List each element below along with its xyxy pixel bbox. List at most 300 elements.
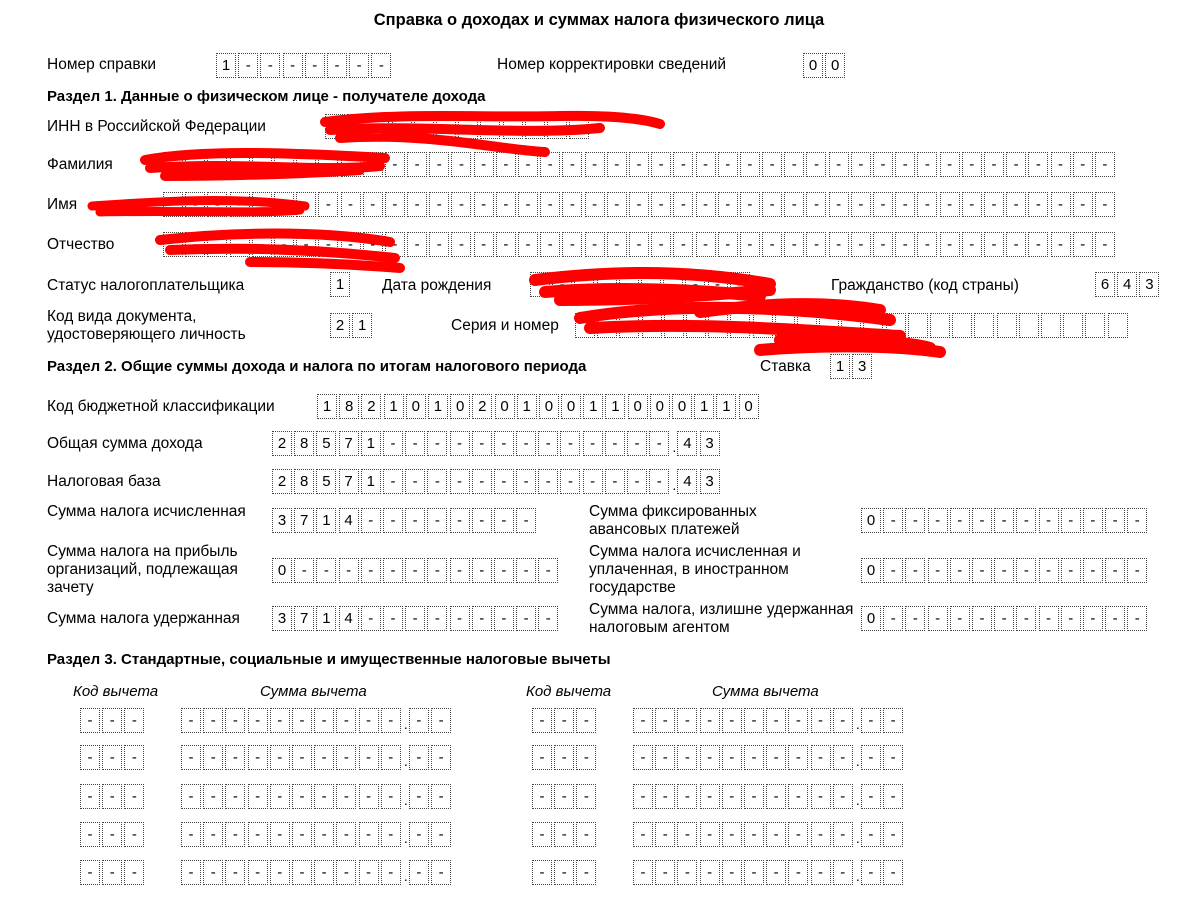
digit-cell[interactable] xyxy=(664,313,684,338)
digit-cell[interactable]: - xyxy=(629,232,649,257)
digit-cell[interactable]: - xyxy=(80,784,100,809)
digit-cell[interactable]: - xyxy=(336,708,356,733)
digit-cell[interactable]: - xyxy=(359,860,379,885)
digit-cell[interactable]: 0 xyxy=(825,53,845,78)
digit-cell[interactable]: - xyxy=(1061,508,1081,533)
digit-cell[interactable]: - xyxy=(540,232,560,257)
digit-cell[interactable]: - xyxy=(700,860,720,885)
digit-cell[interactable]: - xyxy=(655,822,675,847)
digit-cell[interactable]: - xyxy=(339,558,359,583)
digit-cell[interactable]: - xyxy=(532,708,552,733)
digit-cell[interactable] xyxy=(575,313,595,338)
digit-cell[interactable]: - xyxy=(627,431,647,456)
foreign-tax-cells[interactable] xyxy=(861,558,1149,583)
digit-cell[interactable]: - xyxy=(409,708,429,733)
digit-cell[interactable]: - xyxy=(494,431,514,456)
digit-cell[interactable]: - xyxy=(516,558,536,583)
digit-cell[interactable]: - xyxy=(314,860,334,885)
digit-cell[interactable]: 0 xyxy=(450,394,470,419)
digit-cell[interactable]: - xyxy=(383,606,403,631)
digit-cell[interactable]: 1 xyxy=(384,394,404,419)
digit-cell[interactable]: - xyxy=(405,558,425,583)
patronymic-cells[interactable] xyxy=(163,232,1117,257)
tax-calculated-cells[interactable] xyxy=(272,508,538,533)
digit-cell[interactable]: 1 xyxy=(583,394,603,419)
digit-cell[interactable] xyxy=(1085,313,1105,338)
digit-cell[interactable] xyxy=(547,114,567,139)
digit-cell[interactable]: - xyxy=(576,860,596,885)
deduction-sum-cells[interactable] xyxy=(633,745,905,770)
digit-cell[interactable] xyxy=(708,313,728,338)
digit-cell[interactable]: - xyxy=(633,860,653,885)
digit-cell[interactable]: - xyxy=(806,192,826,217)
digit-cell[interactable]: - xyxy=(532,860,552,885)
digit-cell[interactable]: - xyxy=(788,860,808,885)
digit-cell[interactable]: - xyxy=(562,232,582,257)
digit-cell[interactable]: - xyxy=(102,745,122,770)
digit-cell[interactable]: 2 xyxy=(272,431,292,456)
digit-cell[interactable] xyxy=(819,313,839,338)
digit-cell[interactable]: - xyxy=(917,232,937,257)
digit-cell[interactable]: - xyxy=(1051,232,1071,257)
digit-cell[interactable]: 1 xyxy=(316,508,336,533)
digit-cell[interactable]: - xyxy=(341,152,361,177)
digit-cell[interactable]: - xyxy=(1039,558,1059,583)
digit-cell[interactable]: - xyxy=(238,53,258,78)
digit-cell[interactable]: - xyxy=(431,745,451,770)
digit-cell[interactable]: - xyxy=(554,822,574,847)
deduction-code-cells[interactable] xyxy=(532,860,599,885)
digit-cell[interactable]: - xyxy=(314,708,334,733)
digit-cell[interactable]: - xyxy=(917,152,937,177)
digit-cell[interactable]: - xyxy=(292,708,312,733)
digit-cell[interactable]: - xyxy=(633,708,653,733)
digit-cell[interactable]: - xyxy=(560,469,580,494)
digit-cell[interactable]: - xyxy=(1095,152,1115,177)
digit-cell[interactable]: - xyxy=(607,232,627,257)
digit-cell[interactable]: - xyxy=(518,232,538,257)
digit-cell[interactable]: - xyxy=(427,431,447,456)
digit-cell[interactable]: - xyxy=(950,558,970,583)
digit-cell[interactable]: - xyxy=(784,192,804,217)
deduction-code-cells[interactable] xyxy=(532,822,599,847)
digit-cell[interactable]: - xyxy=(248,822,268,847)
digit-cell[interactable]: 5 xyxy=(316,469,336,494)
digit-cell[interactable]: - xyxy=(562,192,582,217)
digit-cell[interactable] xyxy=(730,313,750,338)
excess-tax-cells[interactable] xyxy=(861,606,1149,631)
digit-cell[interactable]: - xyxy=(861,708,881,733)
digit-cell[interactable]: - xyxy=(427,558,447,583)
digit-cell[interactable]: - xyxy=(833,745,853,770)
digit-cell[interactable]: - xyxy=(905,606,925,631)
digit-cell[interactable]: 0 xyxy=(672,394,692,419)
digit-cell[interactable]: - xyxy=(474,232,494,257)
digit-cell[interactable] xyxy=(325,114,345,139)
digit-cell[interactable]: - xyxy=(294,558,314,583)
digit-cell[interactable]: - xyxy=(270,784,290,809)
digit-cell[interactable]: - xyxy=(708,272,728,297)
digit-cell[interactable]: - xyxy=(385,232,405,257)
digit-cell[interactable]: - xyxy=(371,53,391,78)
digit-cell[interactable] xyxy=(503,114,523,139)
digit-cell[interactable]: - xyxy=(1095,192,1115,217)
digit-cell[interactable]: - xyxy=(359,784,379,809)
digit-cell[interactable]: - xyxy=(336,860,356,885)
digit-cell[interactable]: - xyxy=(429,152,449,177)
digit-cell[interactable]: - xyxy=(883,822,903,847)
digit-cell[interactable]: - xyxy=(538,558,558,583)
digit-cell[interactable]: 7 xyxy=(294,508,314,533)
deduction-sum-cells[interactable] xyxy=(633,708,905,733)
digit-cell[interactable]: - xyxy=(451,192,471,217)
digit-cell[interactable]: - xyxy=(1105,606,1125,631)
digit-cell[interactable]: - xyxy=(248,745,268,770)
digit-cell[interactable]: - xyxy=(554,784,574,809)
digit-cell[interactable]: - xyxy=(1095,232,1115,257)
deduction-code-cells[interactable] xyxy=(80,708,147,733)
digit-cell[interactable]: - xyxy=(381,708,401,733)
digit-cell[interactable]: - xyxy=(1039,508,1059,533)
deduction-code-cells[interactable] xyxy=(532,745,599,770)
digit-cell[interactable]: 1 xyxy=(361,469,381,494)
inn-cells[interactable] xyxy=(325,114,591,139)
digit-cell[interactable]: - xyxy=(655,745,675,770)
digit-cell[interactable] xyxy=(369,114,389,139)
digit-cell[interactable]: - xyxy=(225,784,245,809)
digit-cell[interactable]: - xyxy=(829,152,849,177)
digit-cell[interactable]: - xyxy=(538,606,558,631)
digit-cell[interactable]: - xyxy=(655,784,675,809)
deduction-sum-cells[interactable] xyxy=(633,822,905,847)
digit-cell[interactable]: - xyxy=(230,232,250,257)
digit-cell[interactable]: - xyxy=(516,431,536,456)
digit-cell[interactable]: - xyxy=(451,232,471,257)
digit-cell[interactable]: 0 xyxy=(406,394,426,419)
digit-cell[interactable]: - xyxy=(655,860,675,885)
digit-cell[interactable]: - xyxy=(292,822,312,847)
digit-cell[interactable]: - xyxy=(722,745,742,770)
deduction-sum-cells[interactable] xyxy=(181,708,453,733)
digit-cell[interactable]: - xyxy=(972,558,992,583)
digit-cell[interactable]: - xyxy=(873,192,893,217)
digit-cell[interactable]: - xyxy=(766,708,786,733)
digit-cell[interactable]: - xyxy=(895,232,915,257)
digit-cell[interactable]: - xyxy=(336,822,356,847)
digit-cell[interactable]: - xyxy=(361,606,381,631)
digit-cell[interactable] xyxy=(908,313,928,338)
digit-cell[interactable]: 1 xyxy=(830,354,850,379)
digit-cell[interactable]: - xyxy=(472,469,492,494)
birth-date-cells[interactable] xyxy=(530,272,752,297)
digit-cell[interactable]: 1 xyxy=(352,313,372,338)
digit-cell[interactable]: - xyxy=(1061,558,1081,583)
digit-cell[interactable]: - xyxy=(700,822,720,847)
digit-cell[interactable]: - xyxy=(788,822,808,847)
digit-cell[interactable]: - xyxy=(1061,606,1081,631)
digit-cell[interactable]: - xyxy=(385,192,405,217)
digit-cell[interactable]: - xyxy=(811,822,831,847)
digit-cell[interactable] xyxy=(775,313,795,338)
digit-cell[interactable]: - xyxy=(605,469,625,494)
digit-cell[interactable]: - xyxy=(248,708,268,733)
digit-cell[interactable]: - xyxy=(472,558,492,583)
digit-cell[interactable]: - xyxy=(629,152,649,177)
digit-cell[interactable]: - xyxy=(928,606,948,631)
digit-cell[interactable] xyxy=(569,114,589,139)
doc-code-cells[interactable] xyxy=(330,313,374,338)
digit-cell[interactable]: - xyxy=(677,784,697,809)
digit-cell[interactable]: - xyxy=(583,469,603,494)
digit-cell[interactable]: - xyxy=(585,152,605,177)
digit-cell[interactable]: - xyxy=(1073,192,1093,217)
digit-cell[interactable]: - xyxy=(554,745,574,770)
digit-cell[interactable]: - xyxy=(883,508,903,533)
digit-cell[interactable]: - xyxy=(203,784,223,809)
digit-cell[interactable]: - xyxy=(474,152,494,177)
digit-cell[interactable]: - xyxy=(984,232,1004,257)
digit-cell[interactable]: - xyxy=(407,192,427,217)
digit-cell[interactable]: - xyxy=(883,606,903,631)
digit-cell[interactable] xyxy=(797,313,817,338)
digit-cell[interactable]: - xyxy=(314,784,334,809)
digit-cell[interactable]: - xyxy=(851,192,871,217)
digit-cell[interactable]: - xyxy=(962,152,982,177)
digit-cell[interactable]: - xyxy=(381,745,401,770)
digit-cell[interactable]: - xyxy=(740,152,760,177)
digit-cell[interactable]: - xyxy=(873,152,893,177)
digit-cell[interactable]: - xyxy=(230,192,250,217)
digit-cell[interactable] xyxy=(525,114,545,139)
digit-cell[interactable]: 0 xyxy=(495,394,515,419)
digit-cell[interactable]: - xyxy=(518,152,538,177)
digit-cell[interactable]: - xyxy=(583,431,603,456)
digit-cell[interactable]: - xyxy=(274,152,294,177)
digit-cell[interactable]: - xyxy=(811,784,831,809)
digit-cell[interactable]: - xyxy=(407,232,427,257)
digit-cell[interactable]: 0 xyxy=(539,394,559,419)
digit-cell[interactable]: - xyxy=(811,745,831,770)
digit-cell[interactable]: - xyxy=(851,232,871,257)
digit-cell[interactable]: - xyxy=(427,606,447,631)
digit-cell[interactable]: 1 xyxy=(330,272,350,297)
digit-cell[interactable]: - xyxy=(677,860,697,885)
digit-cell[interactable]: 8 xyxy=(339,394,359,419)
digit-cell[interactable]: 1 xyxy=(316,606,336,631)
digit-cell[interactable]: - xyxy=(1127,558,1147,583)
digit-cell[interactable] xyxy=(163,152,183,177)
digit-cell[interactable]: - xyxy=(292,784,312,809)
digit-cell[interactable]: - xyxy=(633,822,653,847)
digit-cell[interactable]: - xyxy=(554,708,574,733)
digit-cell[interactable]: - xyxy=(905,508,925,533)
digit-cell[interactable]: - xyxy=(962,192,982,217)
digit-cell[interactable]: 1 xyxy=(216,53,236,78)
digit-cell[interactable]: - xyxy=(494,508,514,533)
digit-cell[interactable]: - xyxy=(474,192,494,217)
deduction-sum-cells[interactable] xyxy=(181,784,453,809)
digit-cell[interactable]: - xyxy=(538,431,558,456)
digit-cell[interactable]: - xyxy=(296,192,316,217)
digit-cell[interactable] xyxy=(863,313,883,338)
digit-cell[interactable] xyxy=(930,313,950,338)
deduction-code-cells[interactable] xyxy=(80,784,147,809)
digit-cell[interactable]: - xyxy=(994,508,1014,533)
digit-cell[interactable]: - xyxy=(381,784,401,809)
digit-cell[interactable] xyxy=(753,313,773,338)
digit-cell[interactable]: 3 xyxy=(272,606,292,631)
digit-cell[interactable] xyxy=(952,313,972,338)
digit-cell[interactable]: - xyxy=(80,708,100,733)
digit-cell[interactable]: - xyxy=(336,784,356,809)
digit-cell[interactable]: - xyxy=(532,784,552,809)
digit-cell[interactable]: - xyxy=(540,192,560,217)
digit-cell[interactable] xyxy=(974,313,994,338)
digit-cell[interactable]: - xyxy=(677,708,697,733)
digit-cell[interactable]: - xyxy=(363,192,383,217)
digit-cell[interactable]: - xyxy=(552,272,572,297)
digit-cell[interactable]: 0 xyxy=(861,606,881,631)
digit-cell[interactable]: - xyxy=(292,745,312,770)
digit-cell[interactable]: - xyxy=(560,431,580,456)
digit-cell[interactable]: 4 xyxy=(1117,272,1137,297)
digit-cell[interactable]: - xyxy=(677,822,697,847)
digit-cell[interactable]: - xyxy=(124,784,144,809)
digit-cell[interactable]: - xyxy=(696,192,716,217)
digit-cell[interactable]: 1 xyxy=(716,394,736,419)
digit-cell[interactable] xyxy=(1041,313,1061,338)
digit-cell[interactable]: - xyxy=(1105,508,1125,533)
digit-cell[interactable]: 0 xyxy=(650,394,670,419)
digit-cell[interactable]: - xyxy=(1073,232,1093,257)
digit-cell[interactable]: - xyxy=(207,192,227,217)
digit-cell[interactable]: - xyxy=(431,784,451,809)
digit-cell[interactable]: 2 xyxy=(361,394,381,419)
digit-cell[interactable]: - xyxy=(427,508,447,533)
digit-cell[interactable]: - xyxy=(788,784,808,809)
digit-cell[interactable]: - xyxy=(806,152,826,177)
digit-cell[interactable]: - xyxy=(181,822,201,847)
digit-cell[interactable]: - xyxy=(1016,508,1036,533)
digit-cell[interactable]: - xyxy=(185,232,205,257)
digit-cell[interactable]: - xyxy=(861,860,881,885)
digit-cell[interactable]: - xyxy=(833,822,853,847)
digit-cell[interactable]: - xyxy=(518,192,538,217)
digit-cell[interactable]: - xyxy=(619,272,639,297)
digit-cell[interactable]: - xyxy=(124,708,144,733)
digit-cell[interactable]: - xyxy=(673,152,693,177)
deduction-code-cells[interactable] xyxy=(80,860,147,885)
citizenship-cells[interactable] xyxy=(1095,272,1162,297)
digit-cell[interactable]: - xyxy=(429,232,449,257)
digit-cell[interactable]: - xyxy=(873,232,893,257)
digit-cell[interactable] xyxy=(642,313,662,338)
status-cells[interactable] xyxy=(330,272,352,297)
digit-cell[interactable]: 1 xyxy=(517,394,537,419)
digit-cell[interactable]: - xyxy=(788,745,808,770)
digit-cell[interactable]: - xyxy=(252,192,272,217)
digit-cell[interactable]: - xyxy=(663,272,683,297)
digit-cell[interactable]: - xyxy=(984,192,1004,217)
digit-cell[interactable]: - xyxy=(363,232,383,257)
digit-cell[interactable]: - xyxy=(1051,192,1071,217)
digit-cell[interactable]: - xyxy=(516,606,536,631)
digit-cell[interactable]: - xyxy=(700,708,720,733)
digit-cell[interactable]: - xyxy=(784,152,804,177)
digit-cell[interactable]: - xyxy=(450,508,470,533)
digit-cell[interactable]: - xyxy=(314,745,334,770)
digit-cell[interactable]: - xyxy=(181,860,201,885)
digit-cell[interactable]: - xyxy=(700,784,720,809)
digit-cell[interactable]: - xyxy=(811,708,831,733)
digit-cell[interactable]: - xyxy=(740,192,760,217)
digit-cell[interactable]: - xyxy=(607,192,627,217)
digit-cell[interactable]: - xyxy=(451,152,471,177)
digit-cell[interactable]: - xyxy=(917,192,937,217)
digit-cell[interactable]: 0 xyxy=(739,394,759,419)
digit-cell[interactable]: - xyxy=(538,469,558,494)
digit-cell[interactable]: 2 xyxy=(472,394,492,419)
digit-cell[interactable]: - xyxy=(207,232,227,257)
digit-cell[interactable]: - xyxy=(203,822,223,847)
digit-cell[interactable]: - xyxy=(784,232,804,257)
digit-cell[interactable] xyxy=(597,313,617,338)
digit-cell[interactable]: - xyxy=(766,784,786,809)
digit-cell[interactable]: - xyxy=(472,508,492,533)
digit-cell[interactable]: - xyxy=(383,508,403,533)
digit-cell[interactable]: - xyxy=(744,860,764,885)
digit-cell[interactable]: - xyxy=(341,192,361,217)
digit-cell[interactable]: - xyxy=(383,469,403,494)
digit-cell[interactable]: 1 xyxy=(361,431,381,456)
correction-number-cells[interactable] xyxy=(803,53,847,78)
digit-cell[interactable]: - xyxy=(685,272,705,297)
digit-cell[interactable]: - xyxy=(102,708,122,733)
digit-cell[interactable]: - xyxy=(883,784,903,809)
digit-cell[interactable]: - xyxy=(472,606,492,631)
digit-cell[interactable]: - xyxy=(696,152,716,177)
digit-cell[interactable]: 0 xyxy=(861,558,881,583)
digit-cell[interactable]: - xyxy=(576,708,596,733)
digit-cell[interactable]: - xyxy=(363,152,383,177)
digit-cell[interactable]: - xyxy=(207,152,227,177)
digit-cell[interactable]: 4 xyxy=(339,508,359,533)
digit-cell[interactable]: - xyxy=(718,152,738,177)
deduction-code-cells[interactable] xyxy=(80,745,147,770)
digit-cell[interactable]: - xyxy=(230,152,250,177)
digit-cell[interactable]: - xyxy=(429,192,449,217)
digit-cell[interactable]: - xyxy=(327,53,347,78)
digit-cell[interactable]: 4 xyxy=(339,606,359,631)
digit-cell[interactable]: - xyxy=(102,784,122,809)
digit-cell[interactable]: - xyxy=(1127,508,1147,533)
digit-cell[interactable]: 3 xyxy=(1139,272,1159,297)
digit-cell[interactable]: - xyxy=(883,708,903,733)
deduction-sum-cells[interactable] xyxy=(181,745,453,770)
digit-cell[interactable]: - xyxy=(1083,508,1103,533)
digit-cell[interactable]: - xyxy=(576,822,596,847)
kbk-cells[interactable] xyxy=(317,394,761,419)
digit-cell[interactable]: - xyxy=(1051,152,1071,177)
digit-cell[interactable]: - xyxy=(940,192,960,217)
digit-cell[interactable]: - xyxy=(248,784,268,809)
digit-cell[interactable]: - xyxy=(585,192,605,217)
digit-cell[interactable]: - xyxy=(296,152,316,177)
digit-cell[interactable]: - xyxy=(494,469,514,494)
digit-cell[interactable] xyxy=(841,313,861,338)
digit-cell[interactable]: - xyxy=(940,232,960,257)
digit-cell[interactable]: - xyxy=(407,152,427,177)
